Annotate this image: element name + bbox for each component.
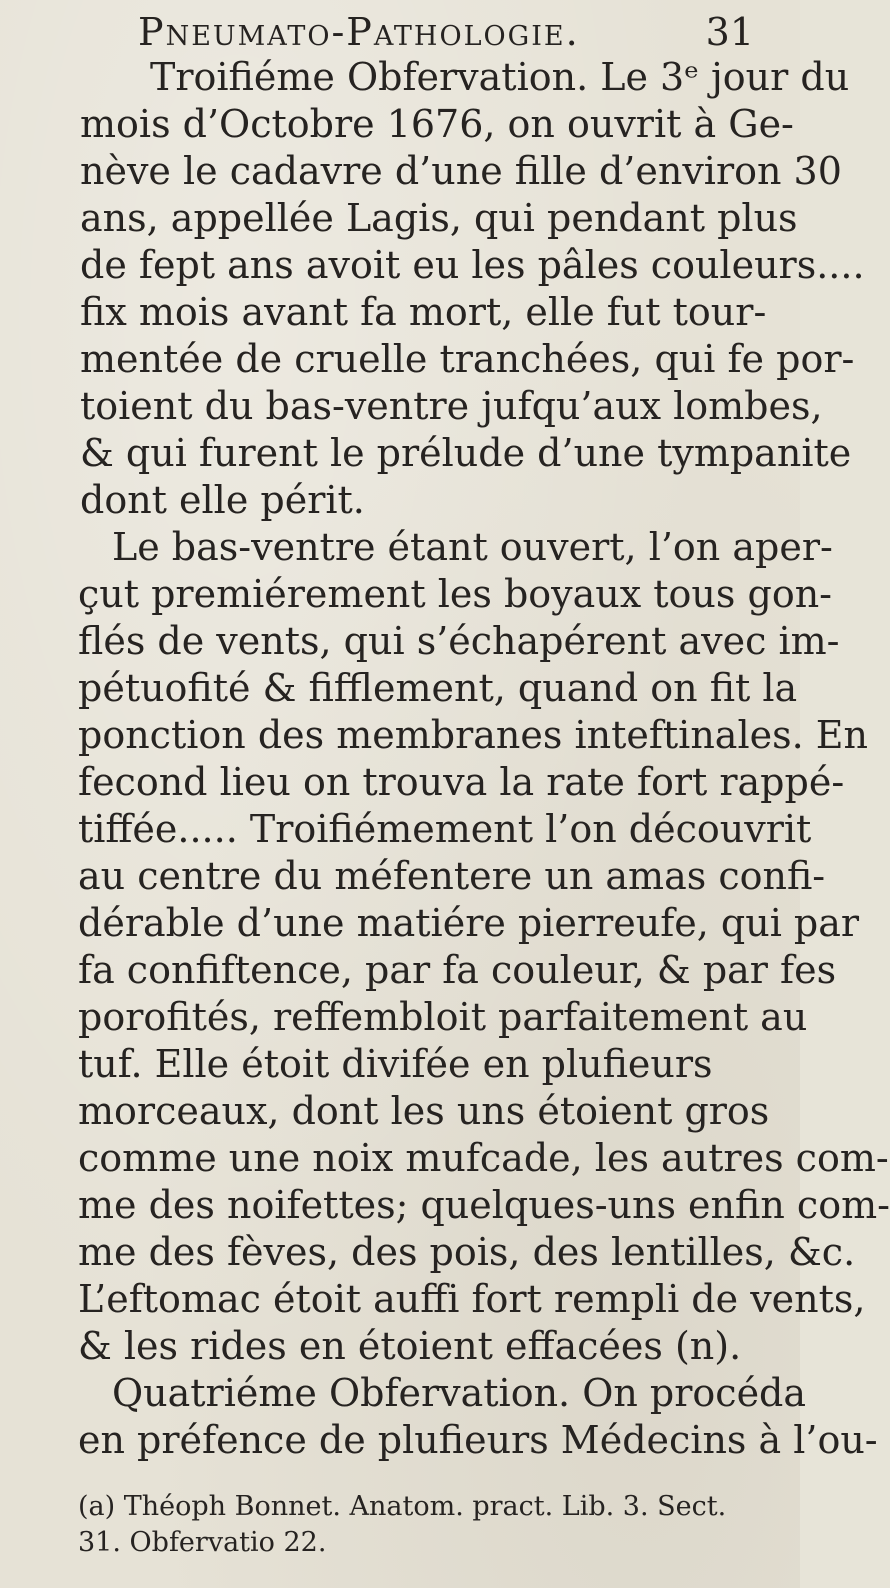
text-line: me des fèves, des pois, des lentilles, &c.	[78, 1230, 856, 1274]
text-line: L’eftomac étoit auffi fort rempli de vents,	[78, 1277, 866, 1321]
text-line: çut premiérement les boyaux tous gon-	[78, 572, 833, 616]
text-line: fecond lieu on trouva la rate fort rappé-	[78, 760, 845, 804]
text-line: Quatriéme Obfervation. On procéda	[112, 1371, 807, 1415]
text-line: mois d’Octobre 1676, on ouvrit à Ge-	[80, 102, 794, 146]
text-line: Troifiéme Obfervation. Le 3ᵉ jour du	[150, 55, 850, 99]
text-line: tuf. Elle étoit divifée en plufieurs	[78, 1042, 713, 1086]
text-line: toient du bas-ventre jufqu’aux lombes,	[80, 384, 823, 428]
text-line: nève le cadavre d’une fille d’environ 30	[80, 149, 842, 193]
text-line: ponction des membranes inteftinales. En	[78, 713, 868, 757]
text-line: me des noifettes; quelques-uns enfin com-	[78, 1183, 890, 1227]
text-line: ans, appellée Lagis, qui pendant plus	[80, 196, 798, 240]
text-line: & qui furent le prélude d’une tympanite	[80, 431, 852, 475]
footnote-line: (a) Théoph Bonnet. Anatom. pract. Lib. 3. Sect.	[78, 1491, 727, 1522]
text-line: fa confiftence, par fa couleur, & par fes	[78, 948, 837, 992]
text-line: de fept ans avoit eu les pâles couleurs....	[80, 243, 865, 287]
text-line: Le bas-ventre étant ouvert, l’on aper-	[112, 525, 833, 569]
running-head: Pneumato-Pathologie.	[138, 10, 580, 54]
text-line: & les rides en étoient effacées (n).	[78, 1324, 742, 1368]
text-line: porofités, reffembloit parfaitement au	[78, 995, 808, 1039]
text-line: mentée de cruelle tranchées, qui fe por-	[80, 337, 855, 381]
text-line: fix mois avant fa mort, elle fut tour-	[80, 290, 767, 334]
text-line: au centre du méfentere un amas confi-	[78, 854, 826, 898]
page-number: 31	[705, 10, 754, 54]
text-line: pétuofité & fifflement, quand on fit la	[78, 666, 798, 710]
text-line: tiffée..... Troifiémement l’on découvrit	[78, 807, 812, 851]
footnote-line: 31. Obfervatio 22.	[78, 1527, 327, 1558]
text-line: dont elle périt.	[80, 478, 365, 522]
text-line: en préfence de plufieurs Médecins à l’ou-	[78, 1418, 878, 1462]
text-line: dérable d’une matiére pierreufe, qui par	[78, 901, 860, 945]
text-line: comme une noix mufcade, les autres com-	[78, 1136, 889, 1180]
text-line: flés de vents, qui s’échapérent avec im-	[78, 619, 840, 663]
text-line: morceaux, dont les uns étoient gros	[78, 1089, 770, 1133]
